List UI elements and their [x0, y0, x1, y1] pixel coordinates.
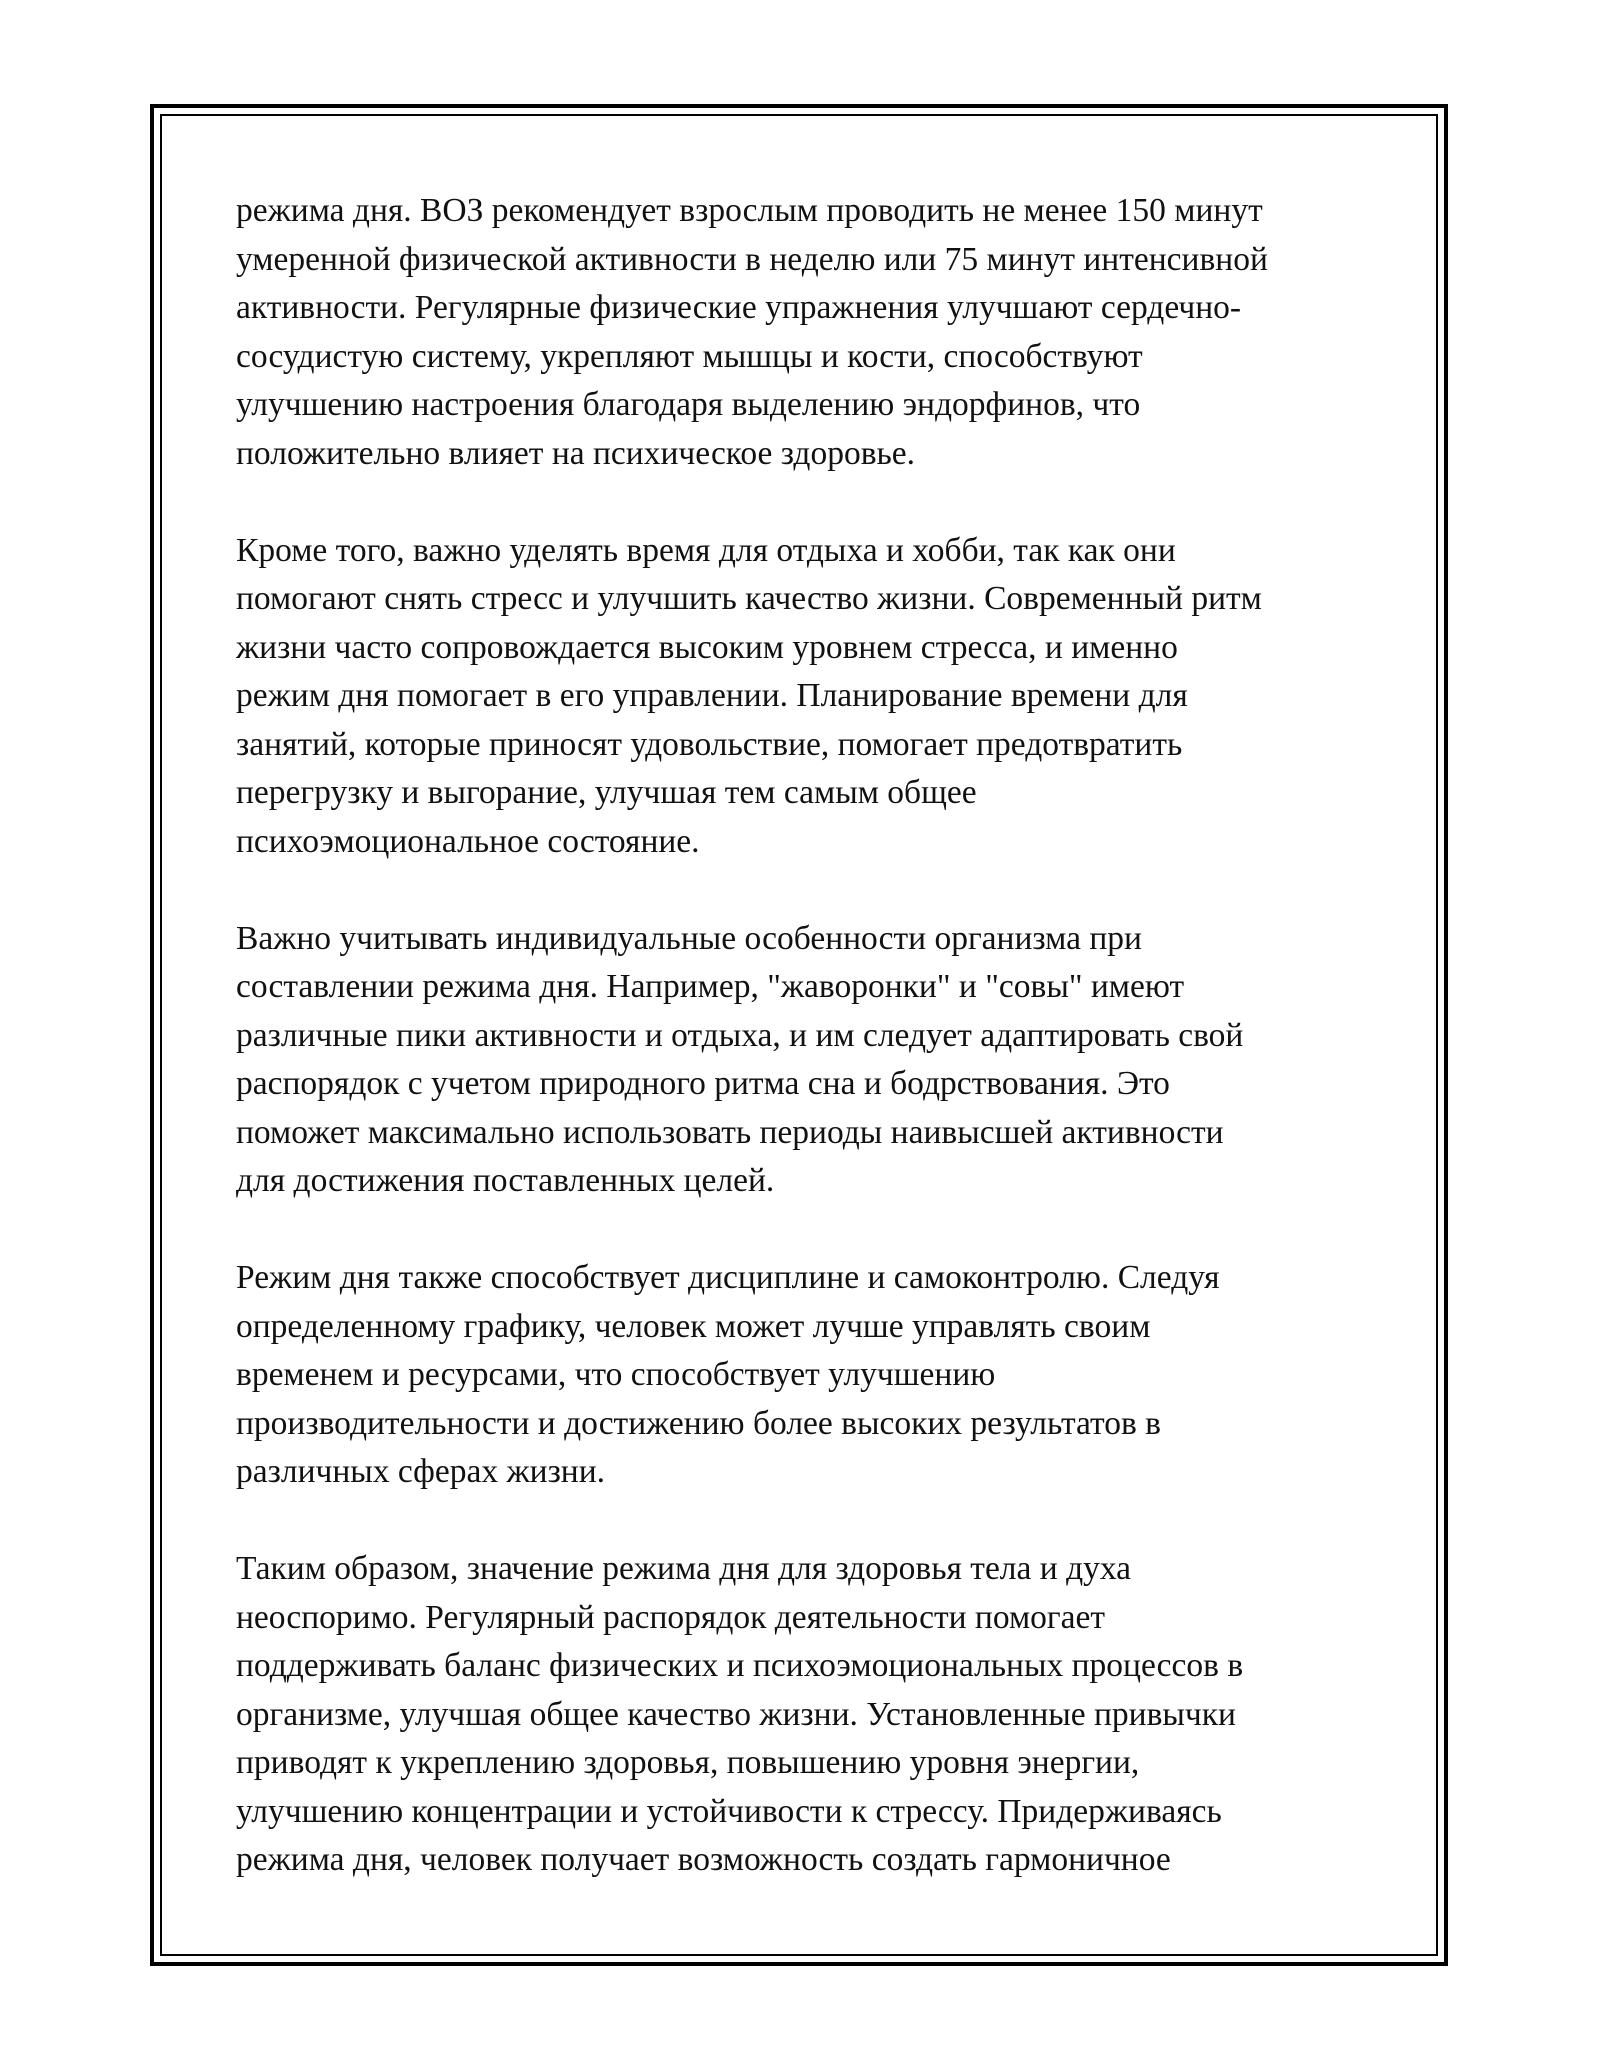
text-line: неоспоримо. Регулярный распорядок деятельности помогает [236, 1598, 1106, 1636]
paragraph-rest-hobby [236, 527, 1416, 867]
text-line: распорядок с учетом природного ритма сна и бодрствования. Это [236, 1065, 1170, 1102]
text-line: жизни часто сопровождается высоким уровнем стресса, и именно [236, 628, 1178, 666]
text-line: определенному графику, человек может лучше управлять своим [236, 1307, 1151, 1345]
text-line: Важно учитывать индивидуальные особенности организма при [236, 919, 1142, 957]
text-line: временем и ресурсами, что способствует улучшению [236, 1356, 996, 1393]
text-line: различные пики активности и отдыха, и им следует адаптировать свой [236, 1016, 1244, 1054]
paragraph-physical-activity [236, 187, 1416, 478]
text-line: Кроме того, важно уделять время для отдыха и хобби, так как они [236, 531, 1176, 569]
text-line: производительности и достижению более высоких результатов в [236, 1404, 1161, 1442]
text-line: различных сферах жизни. [236, 1453, 606, 1490]
text-line: поможет максимально использовать периоды наивысшей активности [236, 1113, 1224, 1151]
text-line: активности. Регулярные физические упражнения улучшают сердечно- [236, 289, 1242, 326]
paragraph-conclusion [236, 1545, 1416, 1885]
text-line: умеренной физической активности в неделю или 75 минут интенсивной [236, 240, 1268, 278]
text-line: сосудистую систему, укрепляют мышцы и кости, способствуют [236, 337, 1143, 375]
document-body [236, 187, 1416, 1885]
text-line: помогают снять стресс и улучшить качество жизни. Современный ритм [236, 580, 1262, 617]
paragraph-discipline [236, 1254, 1416, 1497]
paragraph-individual-features [236, 915, 1416, 1206]
text-line: положительно влияет на психическое здоровье. [236, 434, 916, 472]
text-line: улучшению настроения благодаря выделению эндорфинов, что [236, 386, 1141, 423]
text-line: поддерживать баланс физических и психоэмоциональных процессов в [236, 1647, 1244, 1684]
text-line: приводят к укреплению здоровья, повышению уровня энергии, [236, 1744, 1140, 1781]
text-line: организме, улучшая общее качество жизни. Установленные привычки [236, 1695, 1236, 1733]
text-line: режима дня. ВОЗ рекомендует взрослым проводить не менее 150 минут [236, 192, 1263, 229]
text-line: составлении режима дня. Например, "жаворонки" и "совы" имеют [236, 968, 1185, 1005]
text-line: перегрузку и выгорание, улучшая тем самым общее [236, 774, 977, 811]
text-line: занятий, которые приносят удовольствие, помогает предотвратить [236, 725, 1183, 763]
text-line: Режим дня также способствует дисциплине и самоконтролю. Следуя [236, 1259, 1220, 1296]
text-line: улучшению концентрации и устойчивости к стрессу. Придерживаясь [236, 1792, 1222, 1830]
text-line: режим дня помогает в его управлении. Планирование времени для [236, 677, 1188, 714]
text-line: режима дня, человек получает возможность создать гармоничное [236, 1841, 1171, 1878]
text-line: для достижения поставленных целей. [236, 1162, 775, 1199]
text-line: Таким образом, значение режима дня для здоровья тела и духа [236, 1550, 1132, 1587]
text-line: психоэмоциональное состояние. [236, 822, 700, 860]
